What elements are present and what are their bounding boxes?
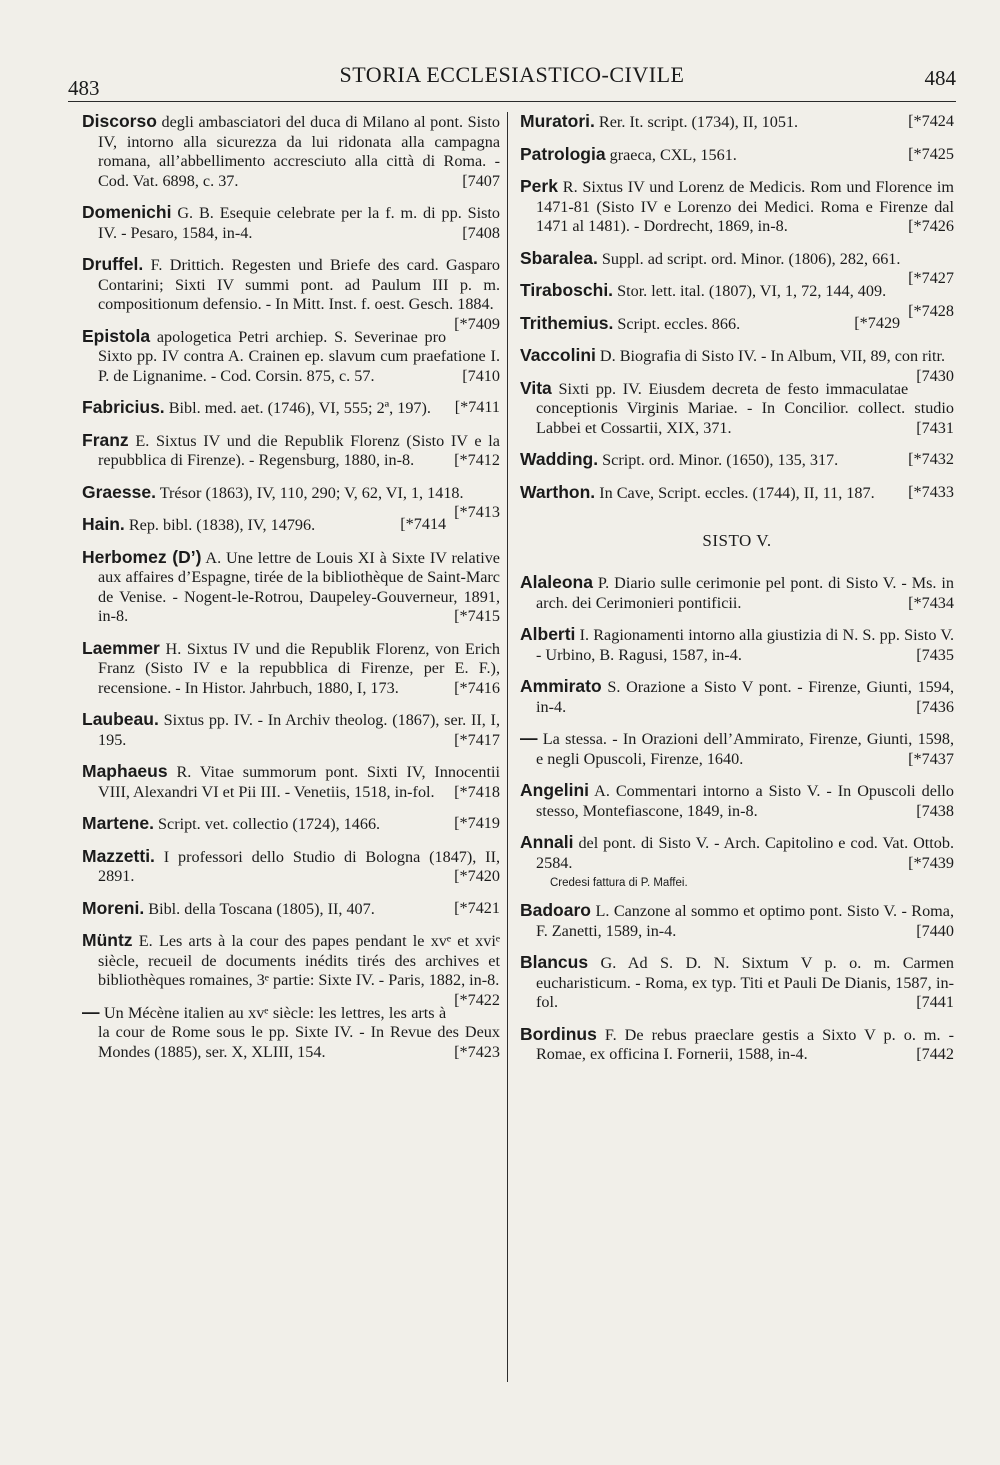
entry-text: G. Ad S. D. N. Sixtum V p. o. m. Carmen eucharisticum. - Roma, ex typ. Titi et Pauli De Dianis, 1587, in-fol. <box>536 954 954 1011</box>
bibliography-entry <box>82 1003 500 1063</box>
bibliography-entry <box>82 930 500 1009</box>
entry-heading: Patrologia <box>520 143 606 164</box>
bibliography-entry <box>82 398 500 419</box>
bibliography-entry <box>520 280 954 320</box>
bibliography-entry <box>82 431 500 471</box>
entry-heading: Ammirato <box>520 676 602 696</box>
bibliography-entry <box>82 481 500 521</box>
entry-text: Rer. It. script. (1734), II, 1051. <box>598 113 799 131</box>
entry-reference-number: [7441 <box>916 993 954 1011</box>
entry-reference-number: [*7420 <box>454 867 500 885</box>
entry-reference-number: [*7437 <box>908 749 954 768</box>
entry-reference-number: [*7425 <box>908 144 954 163</box>
entry-text: In Cave, Script. eccles. (1744), II, 11, 187. <box>599 483 875 502</box>
bibliography-entry <box>520 314 954 335</box>
entry-heading: Domenichi <box>82 202 172 222</box>
bibliography-entry <box>520 112 954 133</box>
bibliography-entry <box>82 814 500 835</box>
entry-reference-number: [*7434 <box>908 593 954 612</box>
bibliography-entry <box>520 781 954 821</box>
entry-text: Suppl. ad script. ord. Minor. (1806), 282, 661. <box>601 249 901 268</box>
left-page-number: 483 <box>68 76 100 100</box>
bibliography-entry <box>520 379 954 439</box>
entry-text: Bibl. della Toscana (1805), II, 407. <box>148 899 375 918</box>
entry-reference-number: [7435 <box>916 645 954 664</box>
entry-heading: Laubeau. <box>82 709 159 729</box>
entry-heading: Moreni. <box>82 897 145 918</box>
entry-text: F. Drittich. Regesten und Briefe des card. Gasparo Contarini; Sixti IV summi pont. ad Paulum III p. m. compositionum defensio. - In Mitt. Inst. f. oest. Gesch. 1884. <box>98 256 500 313</box>
right-entries <box>520 112 954 503</box>
entry-reference-number: [7408 <box>462 223 500 242</box>
entry-reference-number: [*7418 <box>454 782 500 801</box>
entry-reference-number: [*7415 <box>454 607 500 625</box>
entry-heading: Hain. <box>82 514 125 534</box>
bibliography-entry <box>520 677 954 717</box>
entry-reference-number: [7438 <box>916 801 954 820</box>
entry-text: S. Orazione a Sisto V pont. - Firenze, Giunti, 1594, in-4. <box>536 678 954 716</box>
entry-text: R. Vitae summorum pont. Sixti IV, Innocentii VIII, Alexandri VI et Pii III. - Venetiis, 1518, in-fol. <box>98 763 500 801</box>
entry-reference-number: [*7411 <box>454 398 500 416</box>
entry-text: Sixtus pp. IV. - In Archiv theolog. (1867), ser. II, I, 195. <box>98 711 500 749</box>
entry-heading: Perk <box>520 176 558 196</box>
entry-text: Un Mécène italien au xvᵉ siècle: les lettres, les arts à la cour de Rome sous le pp. Sixte IV. - In Revue des Deux Mondes (1885), ser. X, XLIII, 154. <box>98 1003 500 1061</box>
bibliography-entry <box>82 515 500 536</box>
entry-reference-number: [*7421 <box>454 898 500 917</box>
entry-text: I professori dello Studio di Bologna (1847), II, 2891. <box>98 847 500 885</box>
entry-reference-number: [*7432 <box>908 450 954 468</box>
entry-heading: Wadding. <box>520 449 599 469</box>
bibliography-entry <box>82 762 500 802</box>
entry-heading: Vita <box>520 377 552 398</box>
entry-heading: Franz <box>82 429 129 450</box>
entry-reference-number: [7442 <box>916 1045 954 1063</box>
entry-reference-number: [*7416 <box>454 678 500 697</box>
entry-text: A. Commentari intorno a Sisto V. - In Opuscoli dello stesso, Montefiascone, 1849, in-8. <box>536 782 954 820</box>
entry-heading: — <box>82 1001 100 1022</box>
bibliography-entry <box>82 112 500 191</box>
entry-text: graeca, CXL, 1561. <box>609 145 737 164</box>
entry-text: apologetica Petri archiep. S. Severinae pro Sixto pp. IV contra A. Crainen ep. slavum cum praefatione I. P. de Lignanime. - Cod. Corsin. 875, c. 57. <box>98 327 500 385</box>
entry-reference-number: [7436 <box>916 697 954 716</box>
bibliography-entry <box>520 483 954 504</box>
entry-reference-number: [7410 <box>462 366 500 385</box>
bibliography-entry <box>520 450 954 471</box>
entry-reference-number: [*7423 <box>454 1042 500 1061</box>
entry-text: E. Sixtus IV und die Republik Florenz (Sisto IV e la repubblica di Firenze). - Regensburg, 1880, in-8. <box>98 431 500 469</box>
entry-reference-number: [7431 <box>916 418 954 437</box>
running-title: STORIA ECCLESIASTICO-CIVILE <box>339 62 685 87</box>
entry-heading: Maphaeus <box>82 761 168 781</box>
section-entries <box>520 573 954 1065</box>
entry-heading: Badoaro <box>520 900 591 920</box>
entry-text: G. B. Esequie celebrate per la f. m. di pp. Sisto IV. - Pesaro, 1584, in-4. <box>98 204 500 242</box>
entry-heading: Trithemius. <box>520 312 614 333</box>
entry-text: D. Biografia di Sisto IV. - In Album, VII, 89, con ritr. <box>599 347 946 365</box>
entry-heading: Graesse. <box>82 481 156 502</box>
entry-text: E. Les arts à la cour des papes pendant le xvᵉ et xviᵉ siècle, recueil de documents inédits tirés des archives et bibliothèques romaines, 3ᵉ partie: Sixte IV. - Paris, 1882, in-8. <box>98 932 500 989</box>
entry-reference-number: [*7424 <box>908 112 954 130</box>
entry-reference-number: [*7413 <box>454 503 500 521</box>
entry-reference-number: [7430 <box>916 366 954 385</box>
entry-text: R. Sixtus IV und Lorenz de Medicis. Rom und Florence im 1471-81 (Sisto IV e Lorenzo dei Medici. Roma e Firenze dal 1471 al 1481). - Dordrecht, 1869, in-8. <box>536 178 954 235</box>
entry-heading: Muratori. <box>520 112 595 131</box>
entry-reference-number: [*7414 <box>400 515 447 533</box>
entry-text: del pont. di Sisto V. - Arch. Capitolino e cod. Vat. Ottob. 2584. <box>536 834 954 872</box>
entry-reference-number: [*7429 <box>854 313 901 332</box>
bibliography-entry <box>520 247 954 287</box>
entry-reference-number: [*7419 <box>454 814 500 832</box>
header-rule <box>68 101 956 102</box>
entry-text: H. Sixtus IV und die Republik Florenz, von Erich Franz (Sisto IV e la repubblica di Firenze, per E. F.), recensione. - In Histor. Jahrbuch, 1880, I, 173. <box>98 639 500 697</box>
entry-text: A. Une lettre de Louis XI à Sixte IV relative aux affaires d’Espagne, tirée de la bibliothèque de Saint-Marc de Venise. - Nogent-le-Rotrou, Daupeley-Gouverneur, 1891, in-8. <box>98 548 500 625</box>
entry-heading: Blancus <box>520 952 589 972</box>
bibliography-entry <box>82 327 500 387</box>
bibliography-entry <box>520 145 954 166</box>
entry-heading: Druffel. <box>82 254 144 274</box>
entry-text: Stor. lett. ital. (1807), VI, 1, 72, 144, 409. <box>617 282 887 300</box>
entry-heading: Müntz <box>82 930 133 950</box>
entry-heading: Alberti <box>520 624 576 644</box>
left-column <box>82 112 500 1412</box>
entry-reference-number: [*7417 <box>454 730 500 749</box>
entry-heading: Annali <box>520 832 574 852</box>
bibliography-entry <box>520 833 954 873</box>
bibliography-entry <box>520 625 954 665</box>
bibliography-entry <box>520 177 954 237</box>
entry-reference-number: [*7427 <box>908 269 954 287</box>
bibliography-entry <box>520 573 954 613</box>
entry-reference-number: [*7422 <box>454 990 500 1009</box>
entry-text: F. De rebus praeclare gestis a Sixto V p. o. m. - Romae, ex officina I. Fornerii, 1588, in-4. <box>536 1025 954 1063</box>
bibliography-entry <box>82 639 500 699</box>
entry-text: Rep. bibl. (1838), IV, 14796. <box>128 516 316 534</box>
entry-heading: Vaccolini <box>520 345 596 365</box>
bibliography-entry <box>82 847 500 887</box>
bibliography-entry <box>82 899 500 920</box>
entry-text: La stessa. - In Orazioni dell’Ammirato, Firenze, Giunti, 1598, e negli Opuscoli, Firenze, 1640. <box>536 730 954 768</box>
entry-text: Script. eccles. 866. <box>617 314 741 333</box>
entry-text: L. Canzone al sommo et optimo pont. Sisto V. - Roma, F. Zanetti, 1589, in-4. <box>536 902 954 940</box>
entry-heading: Laemmer <box>82 637 160 658</box>
right-column <box>520 112 954 1412</box>
entry-reference-number: [*7412 <box>454 451 500 469</box>
entry-reference-number: [*7433 <box>908 482 954 501</box>
bibliography-entry <box>520 729 954 769</box>
section-title: SISTO V. <box>702 531 772 550</box>
bibliography-entry <box>82 548 500 627</box>
right-page-number: 484 <box>924 66 956 90</box>
bibliography-entry <box>82 710 500 750</box>
entry-heading: Martene. <box>82 813 154 833</box>
bibliography-entry <box>520 901 954 941</box>
entry-text: I. Ragionamenti intorno alla giustizia di N. S. pp. Sisto V. - Urbino, B. Ragusi, 1587, in-4. <box>536 626 954 664</box>
entry-reference-number: [*7409 <box>454 314 500 333</box>
entry-reference-number: [*7439 <box>908 853 954 872</box>
entry-text: Trésor (1863), IV, 110, 290; V, 62, VI, 1, 1418. <box>159 483 464 502</box>
entry-reference-number: [*7428 <box>908 301 954 320</box>
entry-heading: Sbaralea. <box>520 247 598 268</box>
entry-heading: Tiraboschi. <box>520 280 614 300</box>
entry-reference-number: [7440 <box>916 921 954 940</box>
page-header <box>68 62 956 100</box>
entry-text: Bibl. med. aet. (1746), VI, 555; 2ª, 197). <box>168 399 431 417</box>
entry-heading: Herbomez (D’) <box>82 546 202 567</box>
entry-heading: Fabricius. <box>82 397 165 417</box>
entry-text: Script. vet. collectio (1724), 1466. <box>158 815 381 833</box>
entry-reference-number: [7407 <box>462 171 500 190</box>
bibliography-entry <box>520 953 954 1013</box>
entry-reference-number: [*7426 <box>908 217 954 235</box>
bibliography-entry <box>520 345 954 385</box>
column-divider <box>507 112 508 1382</box>
entry-heading: Angelini <box>520 780 590 800</box>
entry-text: degli ambasciatori del duca di Milano al pont. Sisto IV, intorno alla sicurezza da lui ridonata alla campagna romana, all’abbellimento accresciuto alla città di Roma. - Cod. Vat. 6898, c. 37. <box>98 113 500 190</box>
entry-heading: Discorso <box>82 112 157 131</box>
entry-heading: Mazzetti. <box>82 845 155 866</box>
entry-heading: Alaleona <box>520 572 593 592</box>
entry-text: Script. ord. Minor. (1650), 135, 317. <box>602 451 839 469</box>
bibliography-entry <box>82 203 500 243</box>
bibliography-entry <box>520 1025 954 1065</box>
entry-heading: Warthon. <box>520 481 596 502</box>
entry-heading: Epistola <box>82 325 151 346</box>
entry-heading: Bordinus <box>520 1023 597 1044</box>
entry-text: P. Diario sulle cerimonie pel pont. di Sisto V. - Ms. in arch. dei Cerimonieri pontificii. <box>536 574 954 612</box>
bibliography-entry <box>82 254 500 333</box>
entry-text: Sixti pp. IV. Eiusdem decreta de festo immaculatae conceptionis Virginis Mariae. - In Concilior. collect. studio Labbei et Cossartii, XIX, 371. <box>536 379 954 437</box>
entry-note: Credesi fattura di P. Maffei. <box>550 877 688 889</box>
entry-heading: — <box>520 728 538 748</box>
